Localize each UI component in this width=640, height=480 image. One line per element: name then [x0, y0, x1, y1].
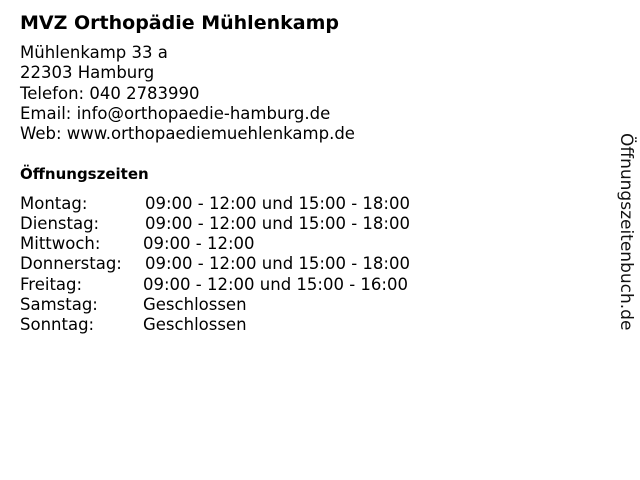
street-address: Mühlenkamp 33 a: [20, 43, 168, 62]
contact-block: [20, 43, 355, 144]
day-label: Samstag:: [20, 294, 98, 314]
hours-value: 09:00 - 12:00 und 15:00 - 16:00: [143, 274, 408, 294]
hours-value: Geschlossen: [143, 294, 247, 314]
website-line: Web: www.orthopaediemuehlenkamp.de: [20, 124, 355, 143]
hours-value: 09:00 - 12:00 und 15:00 - 18:00: [145, 254, 410, 274]
city-address: 22303 Hamburg: [20, 63, 155, 83]
email-line: Email: info@orthopaedie-hamburg.de: [20, 103, 331, 123]
opening-hours-heading: Öffnungszeiten: [20, 165, 149, 183]
site-watermark: Öffnungszeitenbuch.de: [616, 133, 636, 331]
day-label: Mittwoch:: [20, 234, 101, 254]
day-label: Freitag:: [20, 274, 83, 294]
hours-value: 09:00 - 12:00: [143, 234, 255, 254]
phone-line: Telefon: 040 2783990: [20, 83, 200, 103]
hours-value: 09:00 - 12:00 und 15:00 - 18:00: [145, 214, 410, 234]
day-label: Dienstag:: [20, 214, 100, 234]
day-label: Sonntag:: [20, 314, 95, 334]
day-label: Donnerstag:: [20, 254, 122, 274]
hours-value: Geschlossen: [143, 314, 247, 334]
day-label: Montag:: [20, 194, 88, 213]
hours-value: 09:00 - 12:00 und 15:00 - 18:00: [145, 194, 410, 213]
business-name: MVZ Orthopädie Mühlenkamp: [20, 12, 339, 34]
